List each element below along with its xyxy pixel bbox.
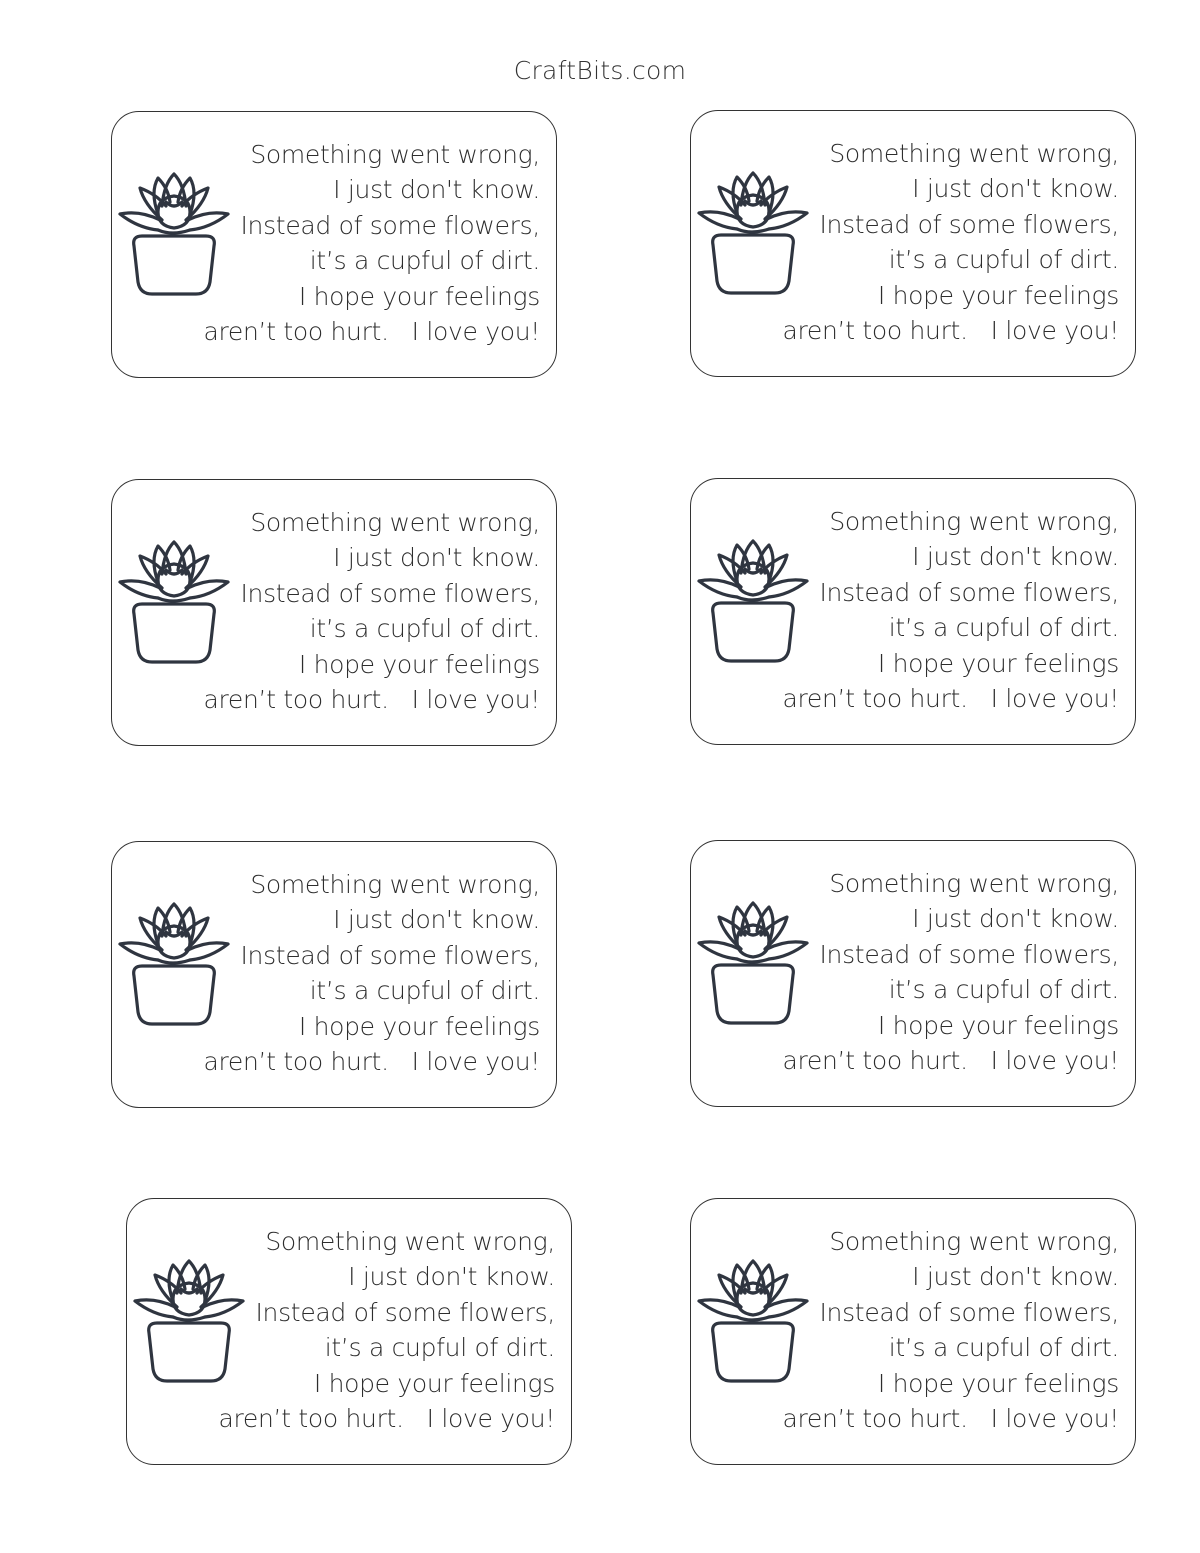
poem-line: I hope your feelings [298,281,540,311]
poem-line: Something went wrong, [250,870,540,899]
poem-line: it’s a cupful of dirt. [888,245,1119,275]
poem-line: Instead of some flowers, [819,1297,1119,1327]
poem-line: Something went wrong, [829,139,1119,168]
poem-line: I hope your feelings [877,648,1119,678]
poem-line: it’s a cupful of dirt. [888,1333,1119,1363]
poem-line: it’s a cupful of dirt. [309,976,540,1006]
poem-text [203,505,540,717]
poem-line: I just don't know. [333,175,540,205]
poem-text [218,1224,555,1436]
poem-line: I hope your feelings [313,1368,555,1398]
poem-line: I just don't know. [912,542,1119,572]
poem-line: I hope your feelings [877,1368,1119,1398]
poem-line: Instead of some flowers, [240,210,540,240]
poem-line: Instead of some flowers, [255,1297,555,1327]
poem-line: Instead of some flowers, [240,940,540,970]
poem-line: I hope your feelings [298,649,540,679]
poem-line: it’s a cupful of dirt. [309,246,540,276]
poem-line: it’s a cupful of dirt. [888,975,1119,1005]
poem-line: it’s a cupful of dirt. [309,614,540,644]
poem-line: it’s a cupful of dirt. [888,613,1119,643]
note-card [111,841,557,1108]
poem-line: I hope your feelings [298,1011,540,1041]
note-card [690,1198,1136,1465]
poem-line: Something went wrong, [829,507,1119,536]
poem-line: aren’t too hurt. I love you! [782,1404,1119,1434]
poem-line: aren’t too hurt. I love you! [203,685,540,715]
note-card [111,111,557,378]
note-card [690,110,1136,377]
poem-line: Instead of some flowers, [819,577,1119,607]
note-card [690,478,1136,745]
poem-text [203,137,540,349]
note-card [690,840,1136,1107]
poem-line: Instead of some flowers, [819,939,1119,969]
poem-line: Instead of some flowers, [240,578,540,608]
poem-line: Something went wrong, [265,1227,555,1256]
poem-line: I just don't know. [333,905,540,935]
poem-line: Something went wrong, [250,140,540,169]
poem-line: aren’t too hurt. I love you! [782,1046,1119,1076]
poem-line: Instead of some flowers, [819,209,1119,239]
poem-line: aren’t too hurt. I love you! [203,317,540,347]
poem-text [782,866,1119,1078]
poem-line: I just don't know. [348,1262,555,1292]
poem-line: aren’t too hurt. I love you! [218,1404,555,1434]
poem-line: I just don't know. [912,174,1119,204]
poem-line: aren’t too hurt. I love you! [203,1047,540,1077]
poem-line: I just don't know. [333,543,540,573]
note-card [126,1198,572,1465]
poem-line: aren’t too hurt. I love you! [782,684,1119,714]
poem-line: Something went wrong, [250,508,540,537]
site-name: CraftBits.com [513,56,687,85]
poem-line: I hope your feelings [877,280,1119,310]
poem-text [203,867,540,1079]
poem-text [782,504,1119,716]
poem-line: I just don't know. [912,904,1119,934]
poem-line: I just don't know. [912,1262,1119,1292]
poem-text [782,136,1119,348]
note-card [111,479,557,746]
poem-line: Something went wrong, [829,869,1119,898]
poem-line: it’s a cupful of dirt. [324,1333,555,1363]
poem-text [782,1224,1119,1436]
poem-line: aren’t too hurt. I love you! [782,316,1119,346]
poem-line: Something went wrong, [829,1227,1119,1256]
poem-line: I hope your feelings [877,1010,1119,1040]
